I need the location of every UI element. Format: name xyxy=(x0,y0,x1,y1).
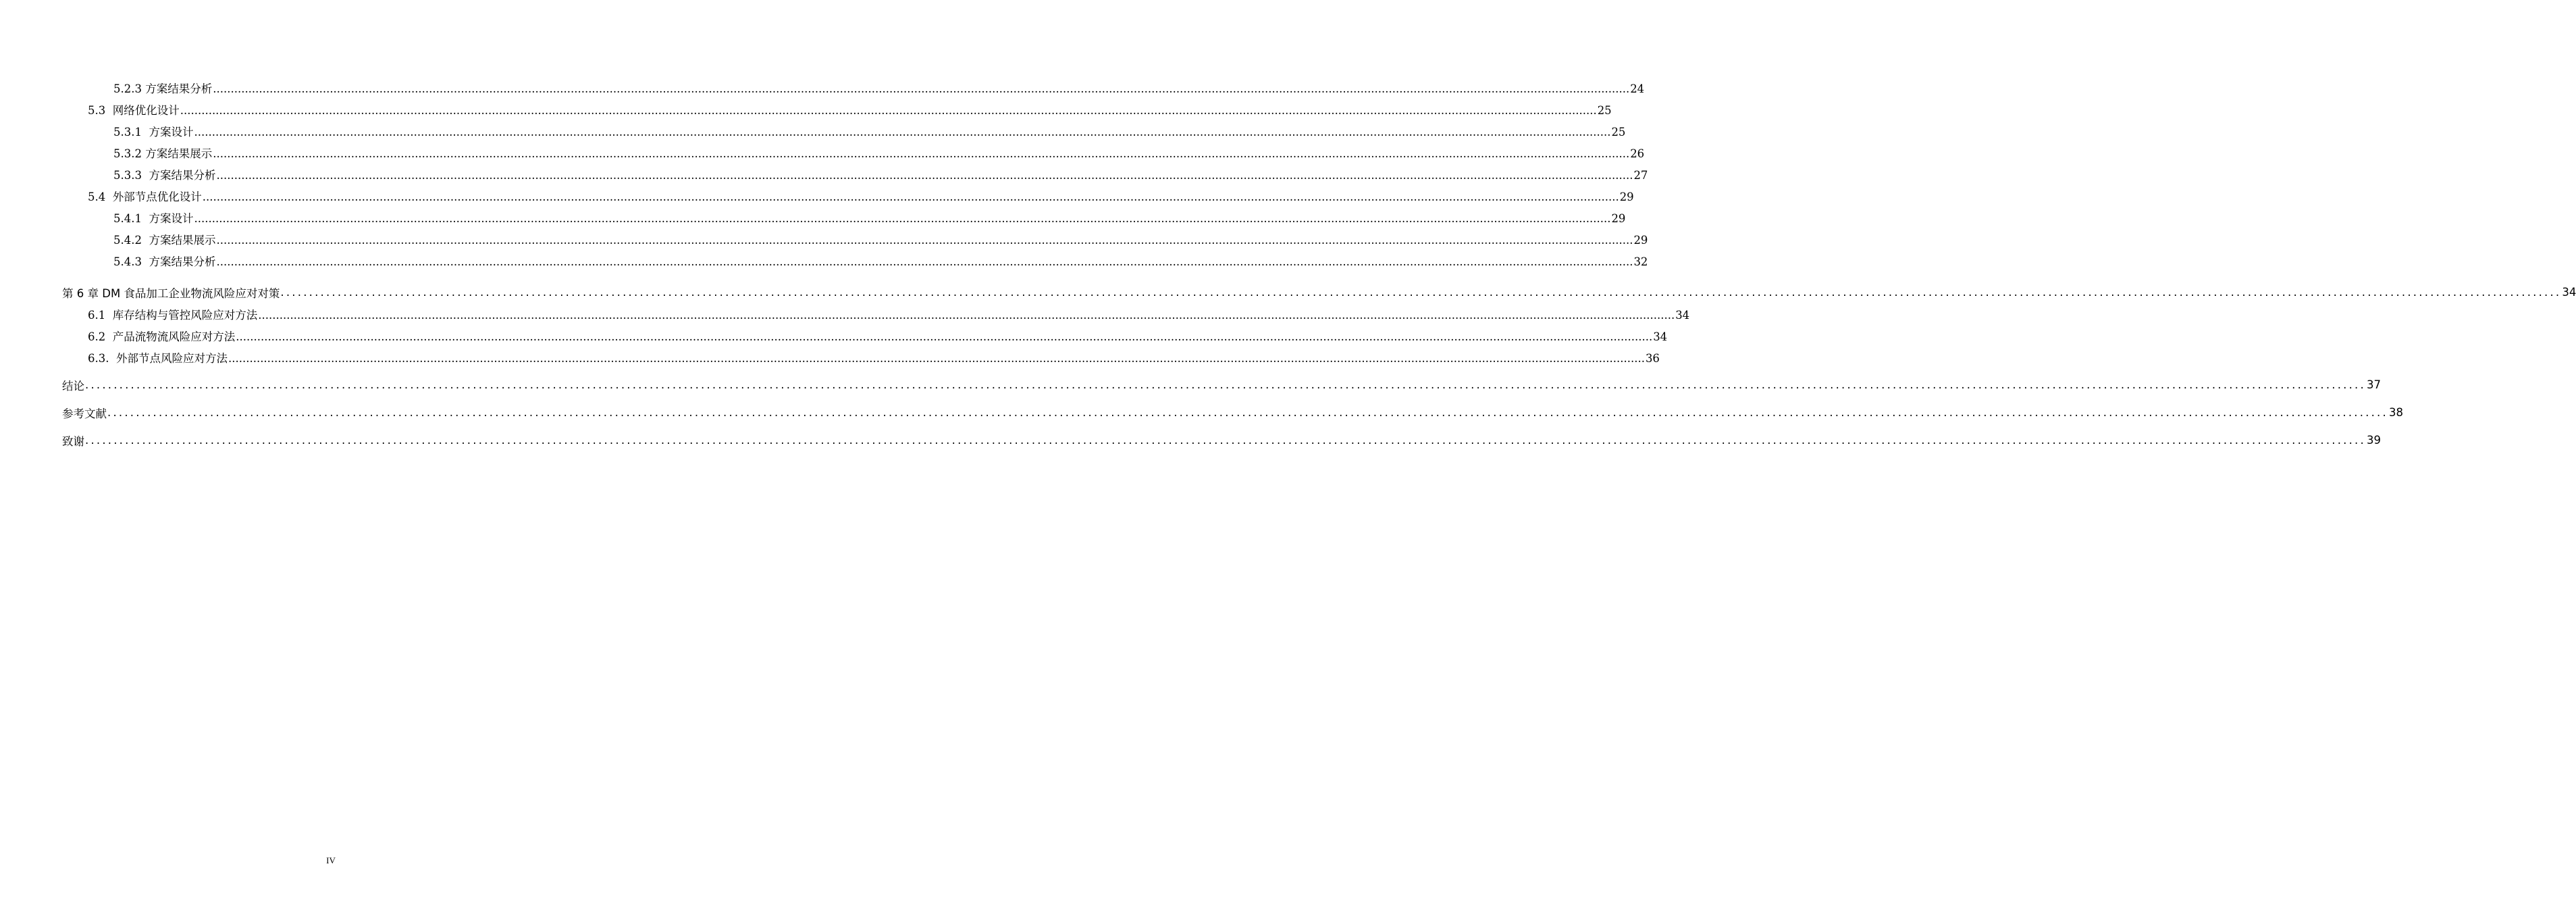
toc-leader-dots: ................................................................................................................................................................................................................................................................................................................................................................................................................ xyxy=(85,378,2366,391)
toc-entry-title: 6.1 库存结构与管控风险应对方法 xyxy=(88,309,258,322)
toc-entry-page: 34 xyxy=(1653,330,1668,343)
toc-entry-page: 29 xyxy=(1633,234,1648,247)
toc-entry-page: 29 xyxy=(1611,212,1626,225)
toc-entry[interactable] xyxy=(62,306,1690,328)
toc-entry-title: 第 6 章 DM 食品加工企业物流风险应对对策 xyxy=(62,286,280,300)
toc-entry-title: 5.4.2 方案结果展示 xyxy=(113,234,216,247)
toc-entry-page: 34 xyxy=(2562,286,2576,299)
toc-entry-page: 24 xyxy=(1630,82,1645,95)
toc-leader-dots: ................................................................................................................................................................................................................................................................................................................................................................................................................ xyxy=(180,104,1597,117)
table-of-contents xyxy=(62,80,2576,454)
toc-entry[interactable] xyxy=(62,101,1612,123)
toc-entry-page: 36 xyxy=(1645,352,1660,365)
toc-entry-page: 38 xyxy=(2388,406,2403,419)
toc-entry-page: 34 xyxy=(1675,309,1690,322)
toc-entry-page: 32 xyxy=(1633,255,1648,268)
toc-entry-title: 5.3 网络优化设计 xyxy=(88,104,180,117)
toc-entry[interactable] xyxy=(62,188,1634,209)
toc-entry-title: 5.4.1 方案设计 xyxy=(113,212,194,225)
toc-entry[interactable] xyxy=(62,399,2403,426)
toc-entry[interactable] xyxy=(62,145,1645,166)
toc-entry-title: 6.2 产品流物流风险应对方法 xyxy=(88,330,236,343)
toc-entry-page: 29 xyxy=(1619,191,1634,203)
toc-entry-page: 27 xyxy=(1633,169,1648,182)
toc-entry[interactable] xyxy=(62,253,1648,274)
toc-entry[interactable] xyxy=(62,166,1648,188)
toc-entry[interactable] xyxy=(62,278,2576,306)
toc-leader-dots: ................................................................................................................................................................................................................................................................................................................................................................................................................ xyxy=(213,147,1630,160)
toc-entry-page: 37 xyxy=(2366,378,2381,391)
toc-leader-dots: ................................................................................................................................................................................................................................................................................................................................................................................................................ xyxy=(85,434,2366,447)
toc-entry[interactable] xyxy=(62,80,1645,101)
toc-entry[interactable] xyxy=(62,349,1660,371)
toc-entry-title: 结论 xyxy=(62,379,84,393)
toc-leader-dots: ................................................................................................................................................................................................................................................................................................................................................................................................................ xyxy=(194,126,1611,138)
toc-leader-dots: ................................................................................................................................................................................................................................................................................................................................................................................................................ xyxy=(280,286,2562,299)
toc-entry[interactable] xyxy=(62,231,1648,253)
toc-entry-title: 5.4 外部节点优化设计 xyxy=(88,191,202,203)
toc-entry-title: 5.3.2 方案结果展示 xyxy=(113,147,213,160)
toc-leader-dots: ................................................................................................................................................................................................................................................................................................................................................................................................................ xyxy=(216,234,1633,247)
toc-entry-page: 26 xyxy=(1630,147,1645,160)
toc-entry[interactable] xyxy=(62,328,1668,349)
toc-leader-dots: ................................................................................................................................................................................................................................................................................................................................................................................................................ xyxy=(202,191,1619,203)
toc-leader-dots: ................................................................................................................................................................................................................................................................................................................................................................................................................ xyxy=(194,212,1611,225)
toc-entry-title: 参考文献 xyxy=(62,407,107,420)
toc-entry-title: 6.3. 外部节点风险应对方法 xyxy=(88,352,228,365)
toc-leader-dots: ................................................................................................................................................................................................................................................................................................................................................................................................................ xyxy=(236,330,1653,343)
toc-leader-dots: ................................................................................................................................................................................................................................................................................................................................................................................................................ xyxy=(107,406,2388,419)
toc-leader-dots: ................................................................................................................................................................................................................................................................................................................................................................................................................ xyxy=(216,169,1633,182)
toc-entry-page: 25 xyxy=(1597,104,1612,117)
toc-entry[interactable] xyxy=(62,209,1626,231)
toc-entry[interactable] xyxy=(62,426,2381,454)
toc-entry[interactable] xyxy=(62,123,1626,145)
toc-leader-dots: ................................................................................................................................................................................................................................................................................................................................................................................................................ xyxy=(216,255,1633,268)
toc-entry-title: 5.3.1 方案设计 xyxy=(113,126,194,138)
toc-leader-dots: ................................................................................................................................................................................................................................................................................................................................................................................................................ xyxy=(258,309,1675,322)
toc-entry-page: 25 xyxy=(1611,126,1626,138)
toc-entry-title: 致谢 xyxy=(62,434,84,448)
toc-leader-dots: ................................................................................................................................................................................................................................................................................................................................................................................................................ xyxy=(228,352,1645,365)
toc-entry[interactable] xyxy=(62,371,2381,399)
toc-leader-dots: ................................................................................................................................................................................................................................................................................................................................................................................................................ xyxy=(213,82,1630,95)
toc-entry-title: 5.4.3 方案结果分析 xyxy=(113,255,216,268)
toc-entry-page: 39 xyxy=(2366,434,2381,447)
toc-entry-title: 5.3.3 方案结果分析 xyxy=(113,169,216,182)
page-number: IV xyxy=(326,855,336,865)
toc-entry-title: 5.2.3 方案结果分析 xyxy=(113,82,213,95)
